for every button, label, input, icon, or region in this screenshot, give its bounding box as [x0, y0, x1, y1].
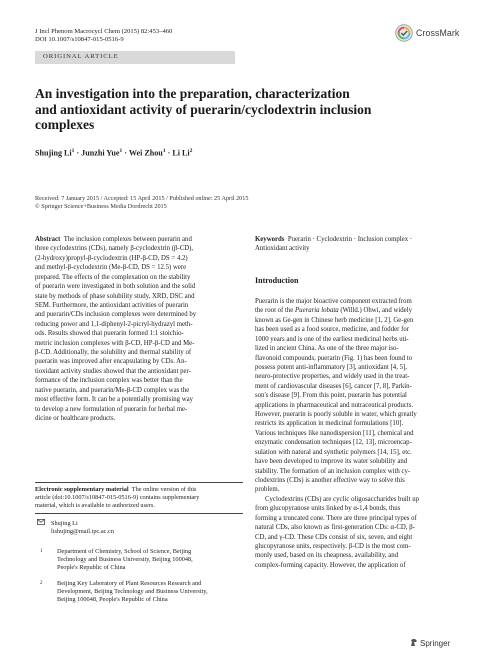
introduction-line: flavonoid compounds, puerarin (Fig. 1) has been found to [255, 354, 413, 362]
title-line: complexes [35, 117, 95, 132]
abstract-line: β-CD. Additionally, the solubility and thermal stability of [35, 349, 192, 357]
abstract-line: SEM. Furthermore, the antioxidant activities of puerarin [35, 301, 189, 309]
introduction-line: complex-forming capacity. However, the application of [255, 561, 406, 569]
abstract-section [35, 235, 243, 423]
abstract-line: three cyclodextrins (CDs), namely β-cyclodextrin (β-CD), [35, 245, 194, 253]
introduction-line: known as Ge-gen in Chinese herb medicine [1, 2]. Ge-gen [255, 316, 414, 324]
author-separator: · [165, 148, 173, 158]
abstract-line: state by methods of phase solubility study, XRD, DSC and [35, 292, 195, 300]
esm-divider [35, 482, 243, 483]
publisher-name: Springer [420, 639, 451, 648]
esm-text: article ( [35, 494, 55, 502]
doi-line: DOI 10.1007/s10847-015-0516-9 [35, 36, 124, 44]
crossmark-icon [395, 24, 413, 42]
introduction-line: possess potent anti-inflammatory [3], antioxidant [4, 5], [255, 363, 407, 371]
crossmark-label: CrossMark [416, 28, 460, 38]
correspondence-email[interactable]: lishujing@mail.ipc.ac.cn [51, 528, 114, 536]
affiliation-line: Beijing Key Laboratory of Plant Resources Research and [57, 580, 202, 587]
author-list [35, 148, 192, 158]
affiliation-line: Technology and Business University, Beijing 100048, [57, 556, 193, 564]
introduction-line: However, puerarin is poorly soluble in water, which greatly [255, 411, 417, 419]
introduction-line: has been used as a food source, medicine, and fodder for [255, 326, 410, 334]
crossmark-badge[interactable] [395, 24, 463, 46]
copyright-line: © Springer Science+Business Media Dordrecht 2015 [35, 203, 167, 211]
abstract-line: and puerarin/CDs inclusion complexes were determined by [35, 311, 197, 319]
author-affiliation-mark: 2 [189, 148, 193, 154]
introduction-line: enzymatic condensation techniques [12, 13], microencap- [255, 439, 412, 447]
author-affiliation-mark: 1 [162, 148, 166, 154]
esm-line: material, which is available to authorized users. [35, 502, 155, 510]
introduction-section [255, 297, 463, 570]
introduction-line: have been developed to improve its water solubility and [255, 458, 408, 466]
affiliation-line: People's Republic of China [57, 564, 126, 572]
abstract-text: The inclusion complexes between puerarin and [63, 236, 192, 243]
introduction-line: lized in ancient China. As one of the three major iso- [255, 345, 399, 353]
affiliation-text [57, 580, 247, 605]
introduction-line: clodextrins (CDs) is another effective way to solve this [255, 477, 405, 485]
dates-line: Received: 7 January 2015 / Accepted: 15 April 2015 / Published online: 25 April 2015 [35, 195, 249, 202]
journal-line: J Incl Phenom Macrocycl Chem (2015) 82:453–460 [35, 28, 173, 35]
introduction-line: from glucopyranose units linked by α-1,4 bonds, thus [255, 505, 401, 513]
abstract-line: ods. Results showed that puerarin formed 1:1 stoichio- [35, 330, 184, 338]
abstract-label: Abstract [35, 236, 61, 243]
envelope-icon [37, 519, 45, 525]
title-line: An investigation into the preparation, characterization [35, 86, 350, 101]
affiliation-number: 1 [40, 549, 43, 554]
doi-link[interactable]: doi:10.1007/s10847-015-0516-9 [54, 494, 137, 502]
author-name[interactable]: Li Li [172, 148, 190, 158]
introduction-line: restricts its application in medicinal formulations [10]. [255, 420, 404, 428]
publication-dates [35, 195, 475, 212]
abstract-line: of puerarin were investigated in both solution and the solid [35, 283, 196, 291]
abstract-line: and methyl-β-cyclodextrin (Me-β-CD, DS = 12.5) were [35, 264, 187, 272]
abstract-line: (2-hydroxy)propyl-β-cyclodextrin (HP-β-CD, DS = 4.2) [35, 254, 188, 262]
affiliation-line: Beijing 100048, People's Republic of China [57, 596, 168, 604]
abstract-line: to develop a new formulation of puerarin for herbal me- [35, 405, 188, 413]
affiliation-number: 2 [40, 581, 43, 586]
keywords-section [255, 235, 463, 254]
author-separator: · [122, 148, 129, 158]
abstract-line: tioxidant activity studies showed that the antioxidant per- [35, 367, 191, 375]
affiliation-line: Development, Beijing Technology and Business University, [57, 588, 208, 596]
introduction-line: Puerarin is the major bioactive component extracted from [255, 298, 412, 305]
correspondence-divider [35, 513, 243, 514]
esm-line [35, 486, 243, 494]
introduction-line: Various techniques like nanodispersion [11], chemical and [255, 429, 414, 437]
keywords-line [255, 235, 463, 244]
introduction-line: stability. The formation of an inclusion complex with cy- [255, 467, 411, 475]
abstract-line [35, 235, 243, 244]
author-name[interactable]: Shujing Li [35, 148, 72, 158]
introduction-line: forming a truncated cone. There are three principal types of [255, 514, 417, 522]
affiliation-text [57, 548, 247, 573]
abstract-line: reducing power and 1,1-diphenyl-2-picryl-hydrazyl meth- [35, 320, 193, 328]
author-affiliation-mark: 1 [119, 148, 123, 154]
esm-text: ) contains supplementary [136, 494, 200, 502]
introduction-line: the root of the Pueraria lobata (Willd.) Ohwi, and widely [255, 307, 412, 315]
author-separator: · [74, 148, 82, 158]
introduction-line: neuro-protective properties, and widely used in the treat- [255, 373, 410, 381]
abstract-line: most effective form. It can be a potentially promising way [35, 396, 194, 404]
correspondence-line [35, 519, 243, 528]
esm-note [35, 486, 243, 511]
section-label: ORIGINAL ARTICLE [43, 53, 119, 60]
abstract-line: dicine or healthcare products. [35, 415, 116, 423]
introduction-line: 1000 years and is one of the earliest medicinal herbs uti- [255, 335, 409, 343]
section-band [35, 51, 235, 64]
abstract-line: metric inclusion complexes with β-CD, HP-β-CD and Me- [35, 339, 195, 347]
introduction-line: CD, and γ-CD. These CDs consist of six, seven, and eight [255, 533, 413, 541]
correspondence [35, 519, 243, 536]
introduction-line: son's disease [9]. From this point, puerarin has potential [255, 392, 407, 400]
title-line: and antioxidant activity of puerarin/cyclodextrin inclusion [35, 101, 372, 117]
springer-horse-icon [410, 638, 418, 647]
keywords-text: Puerarin · Cyclodextrin · Inclusion complex · [287, 236, 413, 243]
author-name[interactable]: Junzhi Yue [81, 148, 120, 158]
esm-text: The online version of this [131, 486, 197, 493]
author-affiliation-mark: 1 [71, 148, 75, 154]
abstract-line: native puerarin, and puerarin/Me-β-CD complex was the [35, 386, 190, 394]
introduction-line: Cyclodextrins (CDs) are cyclic oligosaccharides built up [265, 495, 420, 503]
introduction-line: problem. [255, 486, 280, 494]
abstract-line: prepared. The effects of the complexation on the stability [35, 273, 191, 281]
esm-label: Electronic supplementary material [35, 486, 129, 493]
introduction-line: glucopyranose units, respectively. β-CD is the most com- [255, 542, 411, 550]
esm-line [35, 494, 243, 502]
abstract-line: formance of the inclusion complex was better than the [35, 377, 183, 385]
abstract-line: puerarin was improved after encapsulating by CDs. An- [35, 358, 187, 366]
correspondence-name: Shujing Li [51, 520, 78, 527]
introduction-heading: Introduction [255, 276, 299, 285]
keywords-line: Antioxidant activity [255, 245, 310, 253]
introduction-line: monly used, based on its cheapness, availability, and [255, 552, 399, 560]
introduction-line: ment of cardiovascular diseases [6], cancer [7, 8], Parkin- [255, 382, 412, 390]
introduction-line: sulation with natural and synthetic polymers [14, 15], etc. [255, 448, 412, 456]
publisher-logo [410, 638, 450, 648]
author-name[interactable]: Wei Zhou [128, 148, 163, 158]
affiliation-line: Department of Chemistry, School of Science, Beijing [57, 548, 192, 555]
journal-citation [35, 28, 172, 44]
introduction-line: applications in pharmaceutical and nutraceutical products. [255, 401, 414, 409]
article-title [35, 86, 475, 133]
keywords-label: Keywords [255, 236, 285, 243]
introduction-line: natural CDs, also known as first-generation CDs: α-CD, β- [255, 524, 415, 532]
